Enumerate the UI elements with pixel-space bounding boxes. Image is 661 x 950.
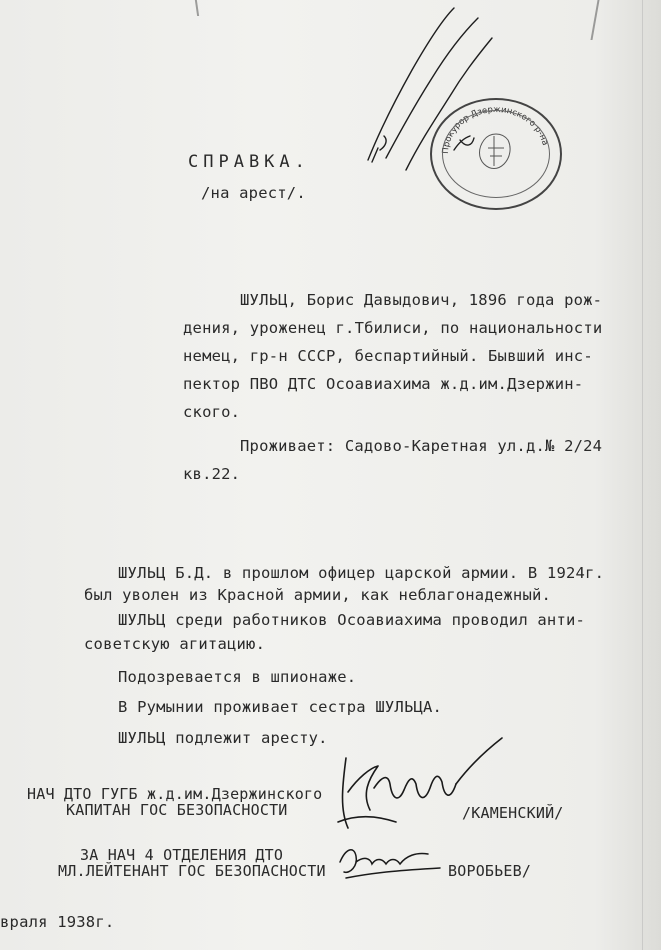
signature-vorobyev	[336, 838, 456, 888]
signature-kamensky	[318, 718, 518, 838]
document-subtitle: /на арест/.	[201, 184, 306, 202]
body-line: был уволен из Красной армии, как неблагонадежный.	[84, 586, 552, 604]
address-line: Проживает: Садово-Каретная ул.д.№ 2/24	[240, 437, 603, 455]
page-edge	[642, 0, 643, 950]
body-line: ШУЛЬЦ среди работников Осоавиахима проводил анти-	[118, 611, 586, 629]
body-line: ШУЛЬЦ Б.Д. в прошлом офицер царской армии. В 1924г.	[118, 564, 605, 582]
address-line: кв.22.	[183, 465, 241, 483]
signatory-2-rank: МЛ.ЛЕЙТЕНАНТ ГОС БЕЗОПАСНОСТИ	[58, 862, 326, 880]
signatory-1-position: НАЧ ДТО ГУГБ ж.д.им.Дзержинского	[27, 785, 323, 803]
signatory-1-name: /КАМЕНСКИЙ/	[462, 804, 564, 822]
signatory-1-rank: КАПИТАН ГОС БЕЗОПАСНОСТИ	[66, 801, 288, 819]
body-line: советскую агитацию.	[84, 635, 266, 653]
fold-mark	[590, 0, 599, 40]
body-line: Подозревается в шпионаже.	[118, 668, 357, 686]
fold-mark	[195, 0, 199, 16]
intro-line: ского.	[183, 403, 241, 421]
svg-text:Прокурор Дзержинского р-на	[441, 105, 550, 154]
document-date: враля 1938г.	[0, 913, 115, 931]
signatory-2-name: ВОРОБЬЕВ/	[448, 862, 532, 880]
intro-line: пектор ПВО ДТС Осоавиахима ж.д.им.Дзержин-	[183, 375, 584, 393]
intro-line: немец, гр-н СССР, беспартийный. Бывший инс-	[183, 347, 593, 365]
intro-line: ШУЛЬЦ, Борис Давыдович, 1896 года рож-	[240, 291, 603, 309]
body-line: В Румынии проживает сестра ШУЛЬЦА.	[118, 698, 443, 716]
document-title: СПРАВКА.	[188, 152, 310, 172]
intro-line: дения, уроженец г.Тбилиси, по национальности	[183, 319, 603, 337]
signatory-2-position: ЗА НАЧ 4 ОТДЕЛЕНИЯ ДТО	[80, 846, 284, 864]
stamp-ring-text: Прокурор Дзержинского р-на	[440, 104, 550, 155]
official-stamp	[430, 98, 562, 210]
body-line: ШУЛЬЦ подлежит аресту.	[118, 729, 328, 747]
